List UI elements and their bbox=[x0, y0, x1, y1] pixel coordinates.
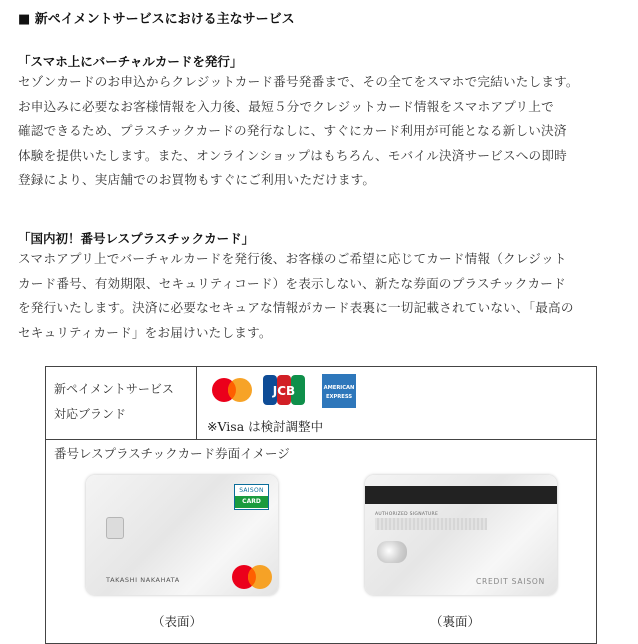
brand-table bbox=[45, 366, 597, 644]
amex-logo-line2: EXPRESS bbox=[325, 394, 353, 400]
jcb-logo-text: JCB bbox=[272, 384, 296, 398]
front-caption: （表面） bbox=[152, 614, 203, 629]
paragraph-line: カード番号、有効期限、セキュリティコード）を表示しない、新たな券面のプラスチックカード bbox=[18, 275, 566, 291]
paragraph-line: お申込みに必要なお客様情報を入力後、最短５分でクレジットカード情報をスマホアプリ上で bbox=[18, 98, 554, 114]
card-front-image bbox=[86, 475, 278, 595]
amex-logo-icon bbox=[322, 374, 356, 408]
brand-label-line1: 新ペイメントサービス bbox=[54, 382, 174, 396]
paragraph-line: を発行いたします。決済に必要なセキュアな情報がカード表裏に一切記載されていない、「最高の bbox=[18, 300, 574, 315]
card-image-label: 番号レスプラスチックカード券面イメージ bbox=[54, 446, 290, 461]
section-title: ■ 新ペイメントサービスにおける主なサービス bbox=[18, 12, 295, 27]
cardholder-name: TAKASHI NAKAHATA bbox=[106, 576, 180, 584]
numberless-card-heading: 「国内初！番号レスプラスチックカード」 bbox=[18, 231, 255, 246]
signature-panel bbox=[375, 518, 487, 530]
jcb-logo-icon bbox=[263, 375, 305, 405]
ic-chip-icon bbox=[106, 517, 124, 539]
amex-logo-line1: AMERICAN bbox=[323, 385, 355, 391]
magnetic-stripe bbox=[365, 486, 557, 504]
saison-card-logo bbox=[234, 484, 269, 510]
credit-saison-logo: CREDIT SAISON bbox=[475, 577, 545, 586]
virtual-card-heading: 「スマホ上にバーチャルカードを発行」 bbox=[18, 54, 243, 69]
hologram-icon bbox=[377, 541, 407, 563]
signature-label: AUTHORIZED SIGNATURE bbox=[375, 512, 439, 517]
card-image-cell bbox=[46, 440, 597, 644]
mastercard-logo-icon bbox=[211, 377, 253, 403]
saison-logo-top: SAISON bbox=[239, 487, 264, 494]
numberless-card-paragraph bbox=[18, 247, 628, 345]
brand-logos-cell bbox=[197, 367, 597, 440]
back-caption: （裏面） bbox=[430, 614, 481, 629]
brand-label-line2: 対応ブランド bbox=[54, 407, 127, 421]
paragraph-line: 体験を提供いたします。また、オンラインショップはもちろん、モバイル決済サービスへの即時 bbox=[18, 147, 567, 163]
paragraph-line: 確認できるため、プラスチックカードの発行なしに、すぐにカード利用が可能となる新しい決済 bbox=[18, 123, 567, 138]
visa-note: ※Visa は検討調整中 bbox=[207, 419, 324, 434]
brand-label-cell bbox=[46, 367, 197, 440]
paragraph-line: スマホアプリ上でバーチャルカードを発行後、お客様のご希望に応じてカード情報（クレジット bbox=[18, 251, 567, 266]
paragraph-line: セキュリティカード」をお届けいたします。 bbox=[18, 324, 272, 340]
card-back-image bbox=[365, 475, 557, 595]
saison-logo-bottom: CARD bbox=[235, 496, 268, 508]
card-mastercard-icon bbox=[231, 564, 273, 590]
virtual-card-paragraph bbox=[18, 70, 628, 193]
paragraph-line: 登録により、実店舗でのお買物もすぐにご利用いただけます。 bbox=[18, 172, 376, 187]
paragraph-line: セゾンカードのお申込からクレジットカード番号発番まで、その全てをスマホで完結いたします。 bbox=[18, 74, 579, 89]
